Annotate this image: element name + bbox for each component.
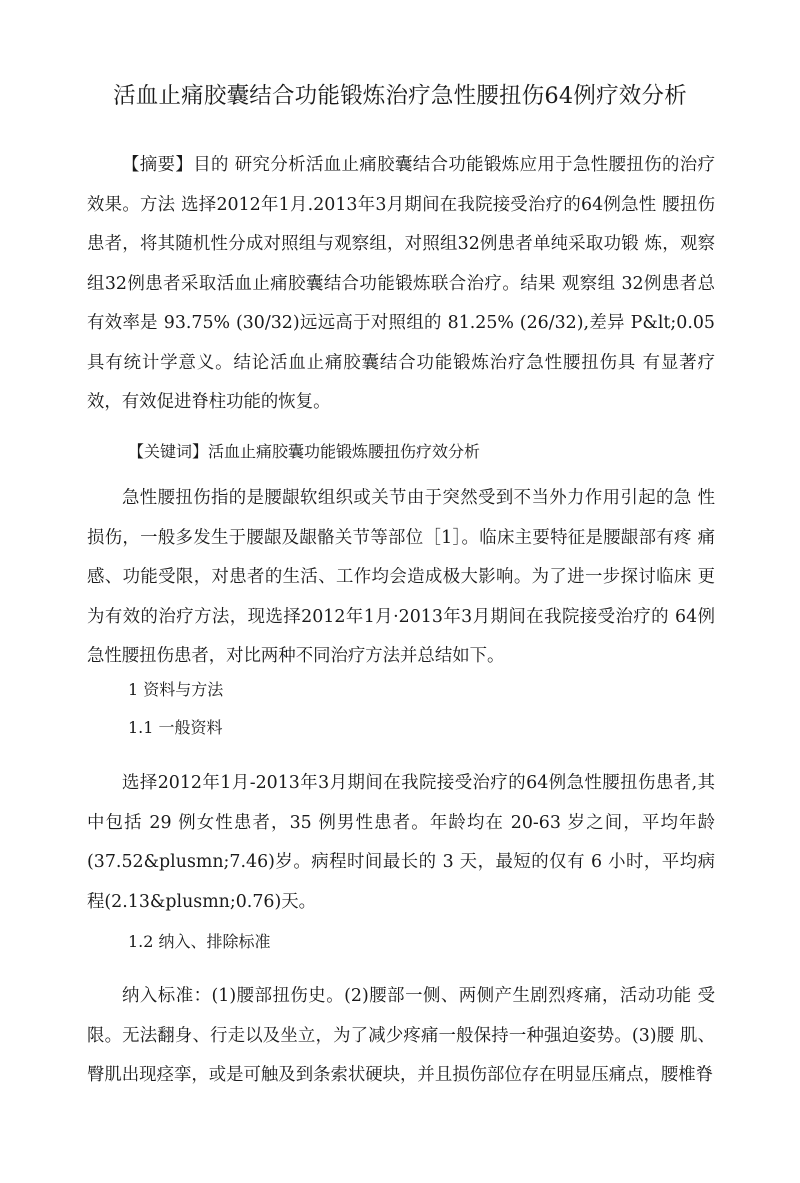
document-title: 活血止痛胶囊结合功能锻炼治疗急性腰扭伤64例疗效分析 xyxy=(113,83,687,109)
criteria-paragraph: 纳入标准：(1)腰部扭伤史。(2)腰部一侧、两侧产生剧烈疼痛，活动功能 受限。无法翻身、行走以及坐立，为了减少疼痛一般保持一种强迫姿势。(3)腰 肌、臀肌出现痉挛，或是可触及到条索状硬块，并且损伤部位存在明显压痛点，腰椎脊 xyxy=(87,986,715,1085)
keywords-line: 【关键词】活血止痛胶囊功能锻炼腰扭伤疗效分析 xyxy=(128,442,481,461)
abstract-paragraph: 【摘要】目的 研究分析活血止痛胶囊结合功能锻炼应用于急性腰扭伤的治疗效果。方法 选择2012年1月.2013年3月期间在我院接受治疗的64例急性 腰扭伤患者，将其随机性分成对照组与观察组，对照组32例患者单纯采取功锻 炼，观察组32例患者采取活血止痛胶囊结合功能锻炼联合治疗。结果 观察组 32例患者总有效率是 93.75% (30/32)远远高于对照组的 81.25% (26/32),差异 P&lt;0.05 具有统计学意义。结论活血止痛胶囊结合功能锻炼治疗急性腰扭伤具 有显著疗效，有效促进脊柱功能的恢复。 xyxy=(87,155,715,412)
section-heading-1-1: 1.1 一般资料 xyxy=(128,718,223,737)
intro-paragraph: 急性腰扭伤指的是腰龈软组织或关节由于突然受到不当外力作用引起的急 性损伤，一般多发生于腰龈及龈骼关节等部位［1］。临床主要特征是腰龈部有疼 痛感、功能受限，对患者的生活、工作均会造成极大影响。为了进一步探讨临床 更为有效的治疗方法，现选择2012年1月·2013年3月期间在我院接受治疗的 64例急性腰扭伤患者，对比两种不同治疗方法并总结如下。 xyxy=(87,488,715,666)
section-heading-1-2: 1.2 纳入、排除标准 xyxy=(128,932,271,951)
general-info-paragraph: 选择2012年1月-2013年3月期间在我院接受治疗的64例急性腰扭伤患者,其中包括 29 例女性患者，35 例男性患者。年龄均在 20-63 岁之间，平均年龄(37.52&plusmn;7.46)岁。病程时间最长的 3 天，最短的仅有 6 小时，平均病程(2.13&plusmn;0.76)天。 xyxy=(87,773,715,912)
section-heading-1: 1 资料与方法 xyxy=(128,680,224,699)
